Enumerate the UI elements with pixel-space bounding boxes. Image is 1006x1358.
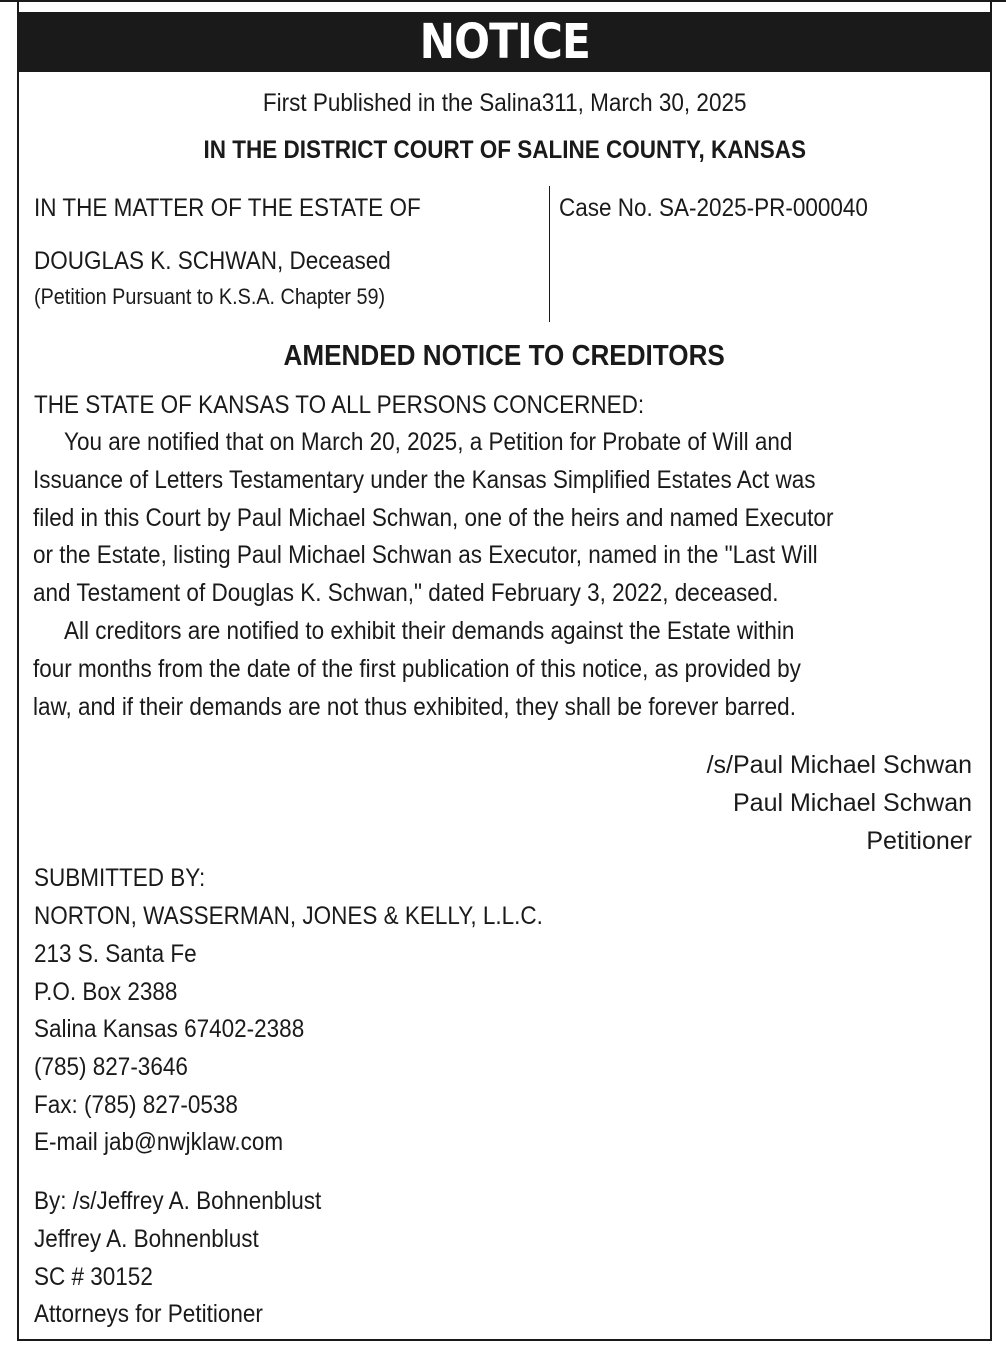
firm-street: 213 S. Santa Fe <box>34 940 197 968</box>
attorney-signature: By: /s/Jeffrey A. Bohnenblust <box>34 1187 322 1215</box>
caption-divider <box>549 186 550 322</box>
law-firm-name: NORTON, WASSERMAN, JONES & KELLY, L.L.C. <box>34 902 543 930</box>
petitioner-role: Petitioner <box>866 827 972 855</box>
decedent-line: DOUGLAS K. SCHWAN, Deceased <box>34 247 391 275</box>
case-number: Case No. SA-2025-PR-000040 <box>559 194 868 222</box>
firm-email: E-mail jab@nwjklaw.com <box>34 1128 284 1156</box>
paragraph-1-line: filed in this Court by Paul Michael Schwan, one of the heirs and named Executor <box>33 503 834 532</box>
paragraph-2 <box>33 613 973 726</box>
notice-banner <box>17 12 992 72</box>
petitioner-signature: /s/Paul Michael Schwan <box>706 751 972 779</box>
paragraph-1-line: You are notified that on March 20, 2025, a Petition for Probate of Will and <box>64 428 793 456</box>
petitioner-name: Paul Michael Schwan <box>732 789 972 817</box>
notice-heading: AMENDED NOTICE TO CREDITORS <box>283 340 726 372</box>
paragraph-1-line: and Testament of Douglas K. Schwan," dated February 3, 2022, deceased. <box>33 579 779 608</box>
attorney-sc-number: SC # 30152 <box>34 1263 153 1291</box>
estate-matter-line: IN THE MATTER OF THE ESTATE OF <box>34 194 421 222</box>
paragraph-1 <box>33 424 973 613</box>
paragraph-1-line: Issuance of Letters Testamentary under the Kansas Simplified Estates Act was <box>33 465 816 494</box>
firm-po-box: P.O. Box 2388 <box>34 978 178 1006</box>
paragraph-2-line: four months from the date of the first publication of this notice, as provided by <box>33 654 801 683</box>
court-heading: IN THE DISTRICT COURT OF SALINE COUNTY, KANSAS <box>203 136 806 164</box>
firm-city: Salina Kansas 67402-2388 <box>34 1015 305 1043</box>
attorney-name: Jeffrey A. Bohnenblust <box>34 1225 259 1253</box>
attorney-role: Attorneys for Petitioner <box>34 1300 263 1328</box>
notice-title: NOTICE <box>419 14 590 70</box>
firm-fax: Fax: (785) 827-0538 <box>34 1091 238 1119</box>
paragraph-2-line: All creditors are notified to exhibit their demands against the Estate within <box>64 617 795 645</box>
first-published-line: First Published in the Salina311, March 30, 2025 <box>262 89 747 117</box>
paragraph-2-line: law, and if their demands are not thus exhibited, they shall be forever barred. <box>33 692 796 721</box>
salutation: THE STATE OF KANSAS TO ALL PERSONS CONCERNED: <box>34 391 645 419</box>
petition-note: (Petition Pursuant to K.S.A. Chapter 59) <box>34 284 386 309</box>
firm-phone: (785) 827-3646 <box>34 1053 188 1081</box>
submitted-by-label: SUBMITTED BY: <box>34 864 206 892</box>
paragraph-1-line: or the Estate, listing Paul Michael Schwan as Executor, named in the "Last Will <box>33 541 818 570</box>
